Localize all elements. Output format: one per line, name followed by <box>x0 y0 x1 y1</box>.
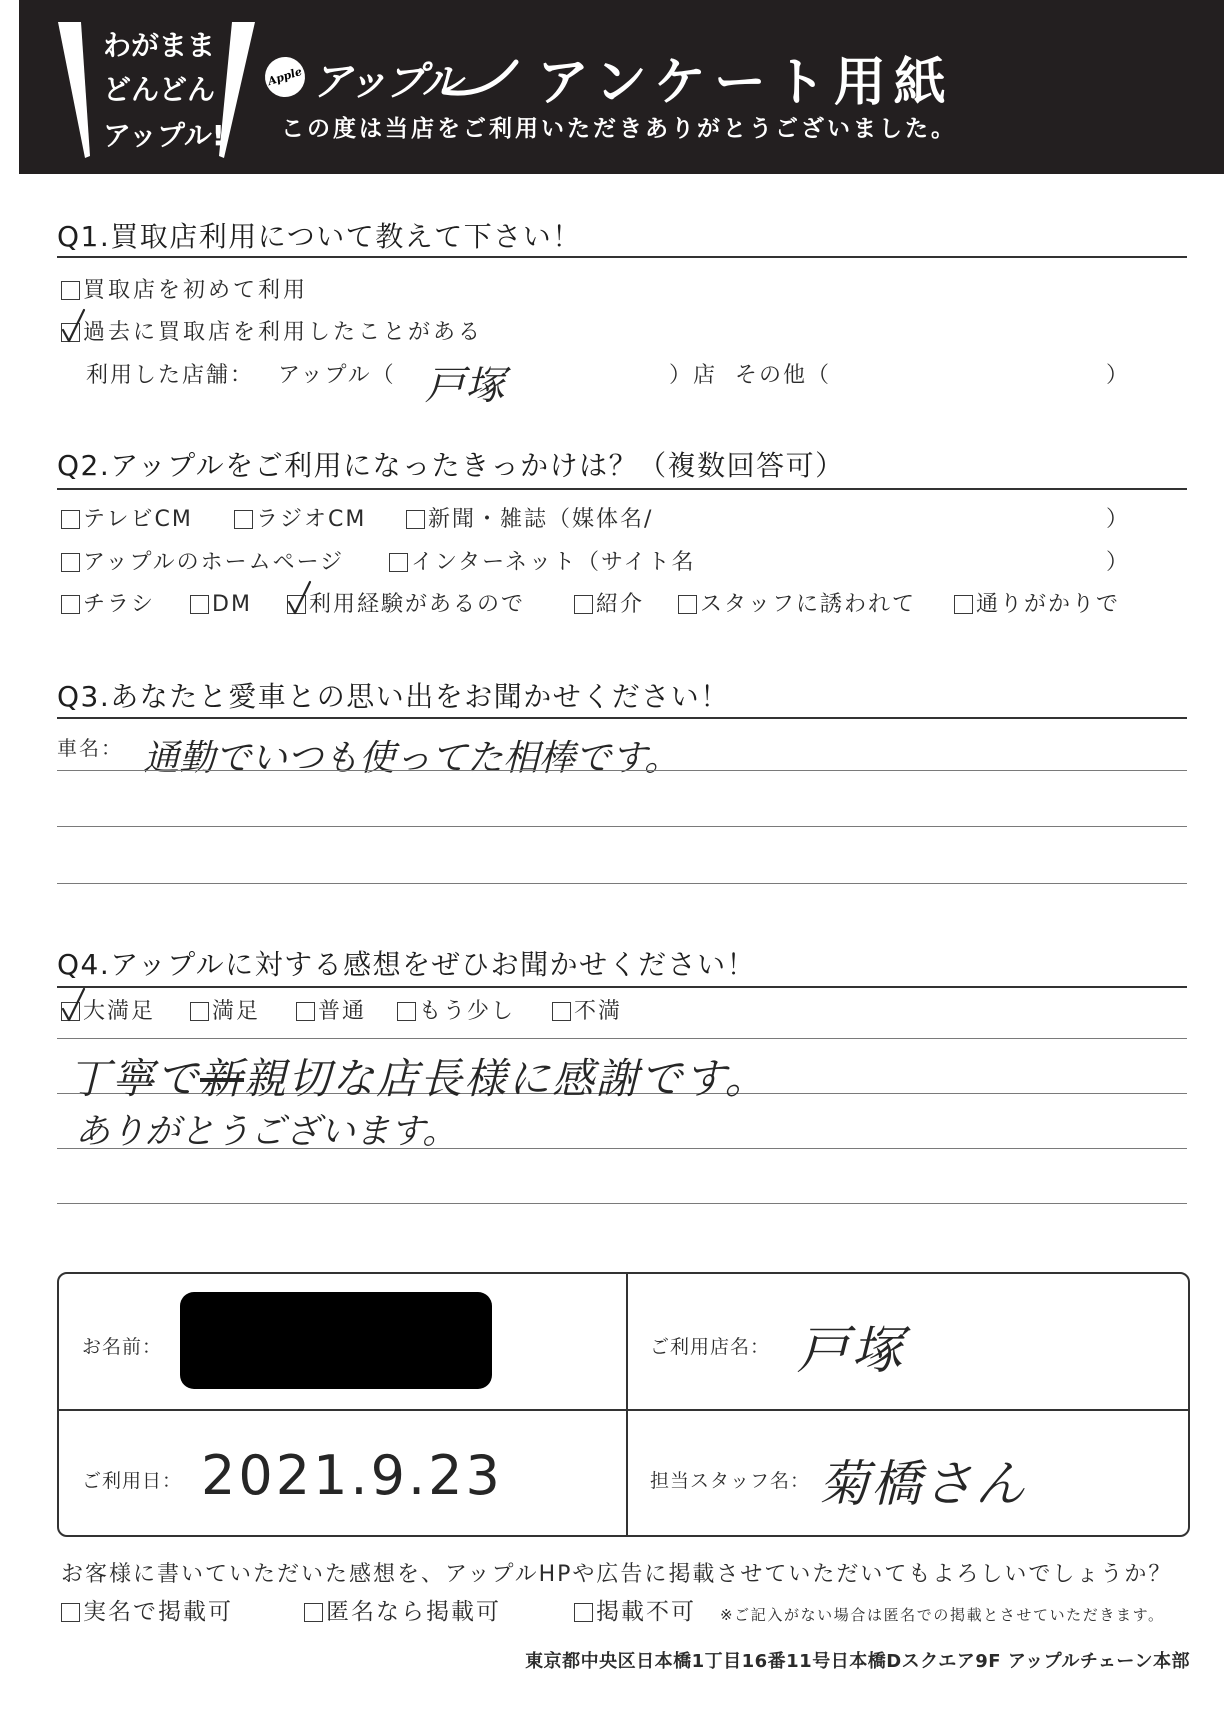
q4-option-satisfied <box>190 999 260 1025</box>
form-title: アンケート用紙 <box>537 53 954 113</box>
q4-heading: Q4.アップルに対する感想をぜひお聞かせください！ <box>57 948 757 981</box>
q2-option-passing-by <box>954 592 1120 618</box>
apple-store-field[interactable]: 戸塚 <box>425 363 505 409</box>
option-label: 過去に買取店を利用したことがある <box>83 320 484 345</box>
visit-date-label: ご利用日： <box>82 1470 183 1492</box>
redacted-name <box>180 1292 492 1389</box>
consent-option-no-publish <box>574 1598 696 1626</box>
store-name-field[interactable]: 戸塚 <box>797 1321 906 1381</box>
q4-option-neutral <box>296 999 366 1025</box>
q2-checkbox-experience[interactable] <box>287 595 306 614</box>
q2-option-tv <box>61 507 193 533</box>
divider <box>626 1274 628 1535</box>
q2-option-staff <box>678 592 916 618</box>
q4-option-somewhat <box>397 999 515 1025</box>
slogan-line: わがまま <box>103 29 216 62</box>
q2-option-referral <box>574 592 644 618</box>
checkmark-icon <box>286 580 312 616</box>
option-label: 通りがかりで <box>976 592 1121 617</box>
option-label: 新聞・雑誌（媒体名/ <box>428 507 654 532</box>
divider <box>57 986 1187 988</box>
name-label: お名前： <box>82 1336 163 1358</box>
logo-text: アップル <box>312 59 460 105</box>
q2-checkbox-staff[interactable] <box>678 595 697 614</box>
crossed-out-text: 新 <box>200 1054 245 1103</box>
option-label: ラジオCM <box>256 507 367 532</box>
divider <box>57 256 1187 258</box>
checkmark-icon <box>60 987 86 1023</box>
q2-checkbox-dm[interactable] <box>190 595 209 614</box>
q2-checkbox-newspaper[interactable] <box>406 510 425 529</box>
site-name-close: ） <box>1106 550 1131 575</box>
q2-checkbox-internet[interactable] <box>389 553 408 572</box>
consent-checkbox-anonymous[interactable] <box>304 1603 323 1622</box>
option-label: DM <box>212 592 252 617</box>
option-label: 買取店を初めて利用 <box>83 278 309 303</box>
answer-text: 丁寧で <box>68 1054 201 1103</box>
option-label: もう少し <box>419 999 516 1024</box>
q3-answer-field[interactable]: 通勤でいつも使ってた相棒です。 <box>143 738 681 779</box>
q3-heading: Q3.あなたと愛車との思い出をお聞かせください！ <box>57 680 730 713</box>
store-row-label: 利用した店舗： <box>86 363 255 388</box>
staff-name-field[interactable]: 菊橋さん <box>819 1455 1027 1513</box>
writing-line <box>57 770 1187 771</box>
option-label: 匿名なら掲載可 <box>326 1599 501 1625</box>
q4-answer-line-1[interactable] <box>68 1046 769 1106</box>
consent-note: ※ご記入がない場合は匿名での掲載とさせていただきます。 <box>720 1606 1165 1624</box>
q2-option-newspaper <box>406 507 653 533</box>
q2-checkbox-homepage[interactable] <box>61 553 80 572</box>
q2-option-radio <box>234 507 366 533</box>
q2-checkbox-passing-by[interactable] <box>954 595 973 614</box>
q4-checkbox-somewhat[interactable] <box>397 1002 416 1021</box>
q2-checkbox-referral[interactable] <box>574 595 593 614</box>
writing-line <box>57 1038 1187 1039</box>
q4-answer-line-2[interactable]: ありがとうございます。 <box>75 1112 458 1152</box>
q1-checkbox-first-time[interactable] <box>61 281 80 300</box>
option-label: チラシ <box>83 592 156 617</box>
option-label: スタッフに誘われて <box>700 592 917 617</box>
q4-checkbox-dissatisfied[interactable] <box>552 1002 571 1021</box>
option-label: テレビCM <box>83 507 193 532</box>
q2-checkbox-radio[interactable] <box>234 510 253 529</box>
slogan-line: どんどん <box>103 73 216 106</box>
q4-option-very-satisfied <box>61 999 155 1025</box>
staff-name-label: 担当スタッフ名： <box>650 1470 811 1492</box>
writing-line <box>57 1203 1187 1204</box>
q2-option-dm <box>190 592 252 618</box>
customer-info-box <box>57 1272 1190 1537</box>
q4-checkbox-very-satisfied[interactable] <box>61 1002 80 1021</box>
logo-badge: Apple <box>260 52 310 102</box>
consent-option-anonymous <box>304 1598 501 1626</box>
consent-checkbox-real-name[interactable] <box>61 1603 80 1622</box>
q2-option-experience <box>287 592 525 618</box>
media-name-close: ） <box>1106 507 1131 532</box>
option-label: 不満 <box>574 999 623 1024</box>
visit-date-field[interactable]: 2021.9.23 <box>201 1444 503 1507</box>
option-label: 掲載不可 <box>596 1599 696 1625</box>
option-label: 満足 <box>212 999 261 1024</box>
divider <box>57 717 1187 719</box>
consent-checkbox-no-publish[interactable] <box>574 1603 593 1622</box>
checkmark-icon <box>60 308 86 344</box>
q2-checkbox-flyer[interactable] <box>61 595 80 614</box>
form-subtitle: この度は当店をご利用いただきありがとうございました。 <box>281 116 957 142</box>
other-store-open: その他（ <box>735 363 832 388</box>
q1-option-first-time <box>61 278 308 304</box>
writing-line <box>57 883 1187 884</box>
q4-checkbox-neutral[interactable] <box>296 1002 315 1021</box>
q2-option-internet <box>389 550 695 576</box>
option-label: 利用経験があるので <box>309 592 526 617</box>
answer-text: 親切な店長様に感謝です。 <box>244 1054 769 1103</box>
q2-option-homepage <box>61 550 344 576</box>
slogan-line: アップル! <box>103 119 225 152</box>
option-label: 実名で掲載可 <box>83 1599 233 1625</box>
store-name-label: ご利用店名： <box>650 1336 771 1358</box>
q4-checkbox-satisfied[interactable] <box>190 1002 209 1021</box>
writing-line <box>57 826 1187 827</box>
consent-question: お客様に書いていただいた感想を、アップルHPや広告に掲載させていただいてもよろしいでしょうか？ <box>61 1562 1173 1587</box>
option-label: アップルのホームページ <box>83 550 345 575</box>
q1-option-used-before <box>61 320 483 346</box>
option-label: 大満足 <box>83 999 156 1024</box>
divider <box>57 488 1187 490</box>
apple-store-close: ）店 <box>669 363 718 388</box>
other-store-close: ） <box>1106 363 1131 388</box>
option-label: インターネット（サイト名 <box>411 550 696 575</box>
q2-option-flyer <box>61 592 155 618</box>
logo-swoosh-icon <box>440 52 520 102</box>
q2-heading: Q2.アップルをご利用になったきっかけは？（複数回答可） <box>57 449 845 482</box>
q2-checkbox-tv[interactable] <box>61 510 80 529</box>
q4-option-dissatisfied <box>552 999 622 1025</box>
car-name-label: 車名： <box>57 736 123 760</box>
divider <box>59 1409 1188 1411</box>
option-label: 普通 <box>318 999 367 1024</box>
company-address: 東京都中央区日本橋1丁目16番11号日本橋Dスクエア9F アップルチェーン本部 <box>525 1651 1190 1672</box>
consent-option-real-name <box>61 1598 233 1626</box>
apple-store-open: アップル（ <box>278 363 396 388</box>
q1-heading: Q1.買取店利用について教えて下さい！ <box>57 220 582 253</box>
option-label: 紹介 <box>596 592 645 617</box>
q1-checkbox-used-before[interactable] <box>61 323 80 342</box>
